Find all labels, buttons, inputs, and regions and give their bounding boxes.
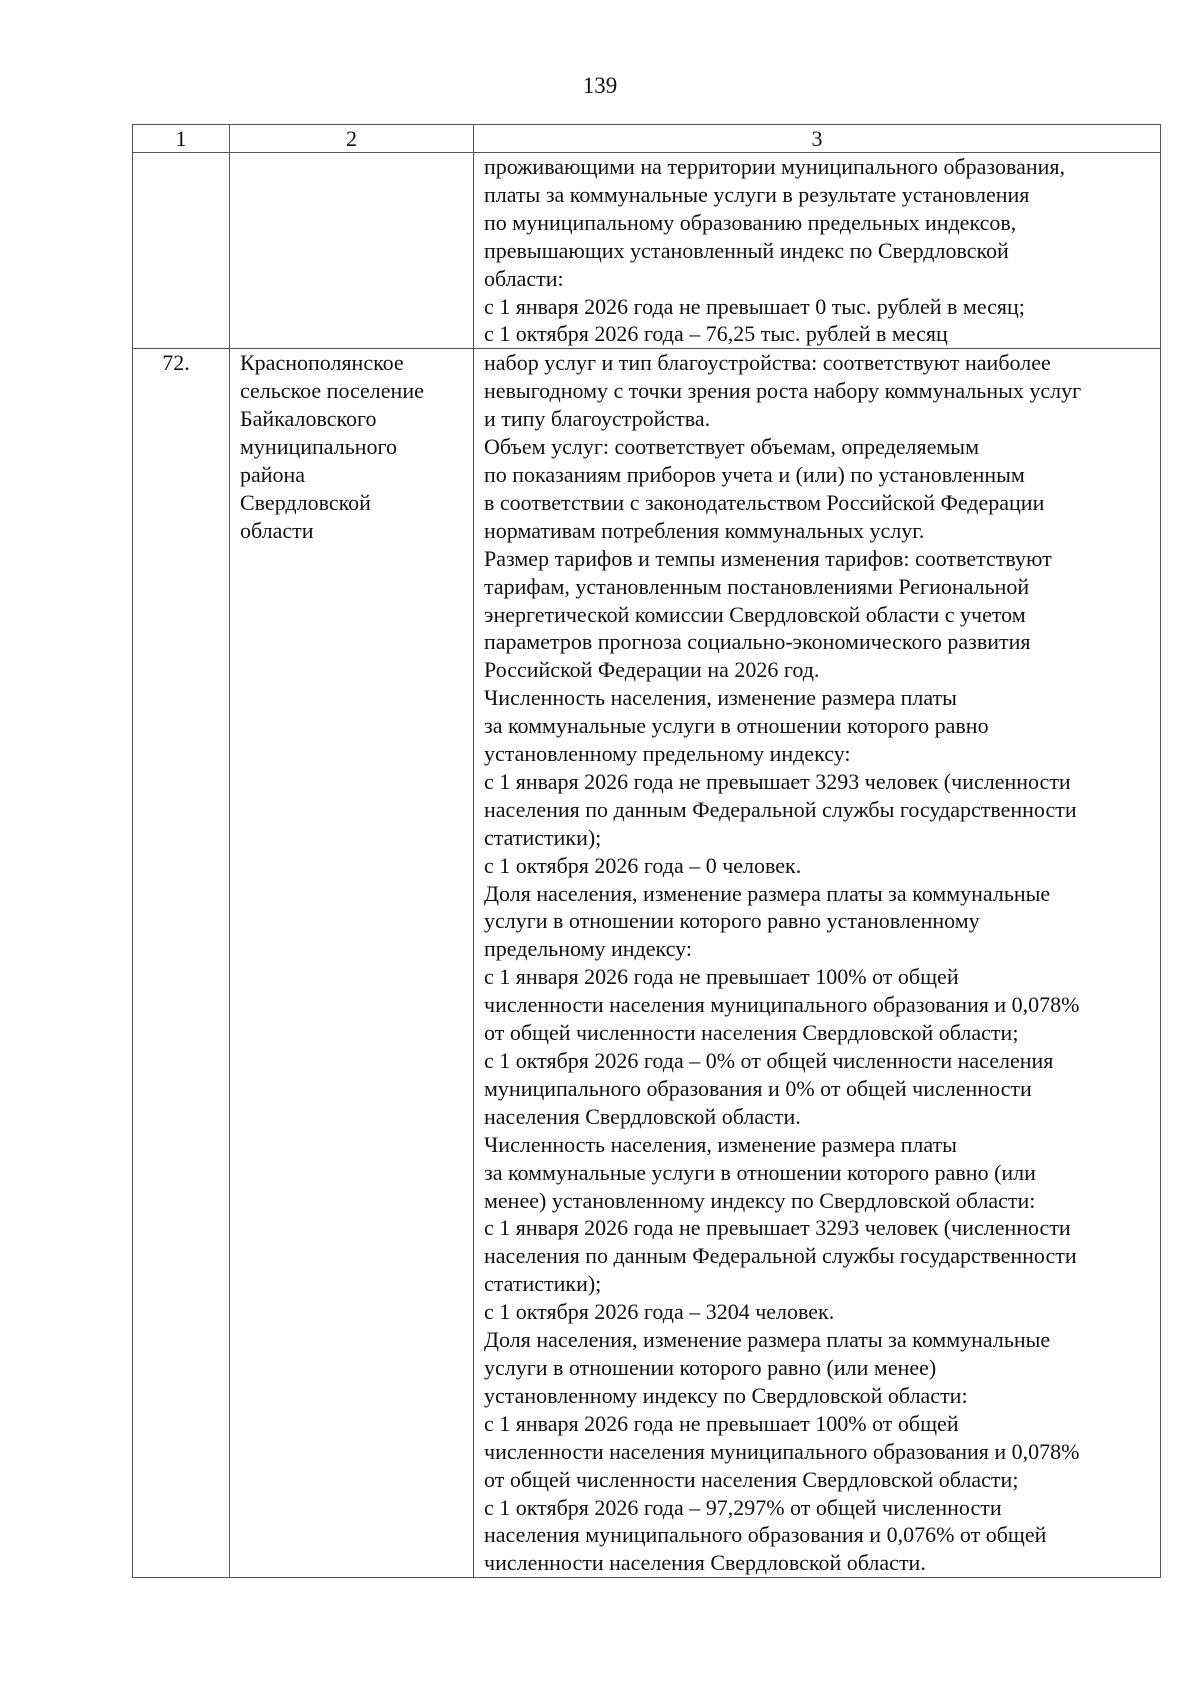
text-line: установленному индексу по Свердловской области: [484, 1382, 968, 1408]
text-line: по показаниям приборов учета и (или) по установленным [484, 461, 1025, 487]
text-line: набор услуг и тип благоустройства: соответствуют наиболее [484, 350, 1051, 376]
text-line: с 1 октября 2026 года – 97,297% от общей численности [484, 1494, 1002, 1520]
row-72-col-2 [230, 349, 474, 1578]
row-continued-col-2 [230, 153, 474, 349]
municipality-name [230, 349, 473, 544]
text-line: района [240, 461, 306, 487]
header-col-2: 2 [230, 125, 474, 153]
text-line: тарифам, установленным постановлениями Региональной [484, 573, 1030, 599]
text-line: от общей численности населения Свердловской области; [484, 1466, 1019, 1492]
row-continued-col-1 [133, 153, 230, 349]
row-72-description [474, 349, 1160, 1577]
text-line: муниципального [240, 434, 398, 460]
text-line: области: [484, 265, 564, 291]
text-line: менее) установленному индексу по Свердловской области: [484, 1187, 1036, 1213]
text-line: услуги в отношении которого равно (или менее) [484, 1354, 937, 1380]
page-number: 139 [582, 73, 618, 98]
row-72-col-1 [133, 349, 230, 1578]
header-col-3: 3 [474, 125, 1161, 153]
text-line: с 1 октября 2026 года – 3204 человек. [484, 1299, 835, 1325]
text-line: населения по данным Федеральной службы государственности [484, 796, 1077, 822]
text-line: Доля населения, изменение размера платы за коммунальные [484, 1327, 1051, 1353]
text-line: с 1 января 2026 года не превышает 100% от общей [484, 1410, 959, 1436]
text-line: Свердловской [240, 489, 371, 515]
text-line: с 1 января 2026 года не превышает 100% от общей [484, 964, 959, 990]
tariff-table [132, 124, 1161, 1578]
text-line: параметров прогноза социально-экономического развития [484, 629, 1031, 655]
text-line: и типу благоустройства. [484, 406, 711, 432]
text-line: с 1 октября 2026 года – 76,25 тыс. рублей в месяц [484, 321, 948, 347]
text-line: по муниципальному образованию предельных индексов, [484, 209, 1017, 235]
text-line: услуги в отношении которого равно установленному [484, 908, 980, 934]
text-line: численности населения муниципального образования и 0,078% [484, 992, 1080, 1018]
row-continued-text [474, 153, 1160, 348]
row-continued-col-3 [474, 153, 1161, 349]
text-line: Байкаловского [240, 406, 377, 432]
text-line: численности населения муниципального образования и 0,078% [484, 1438, 1080, 1464]
text-line: населения муниципального образования и 0,076% от общей [484, 1522, 1047, 1548]
text-line: Доля населения, изменение размера платы за коммунальные [484, 880, 1051, 906]
text-line: с 1 октября 2026 года – 0 человек. [484, 852, 802, 878]
text-line: численности населения Свердловской области. [484, 1550, 926, 1576]
text-line: предельному индексу: [484, 936, 692, 962]
text-line: энергетической комиссии Свердловской области с учетом [484, 601, 1026, 627]
text-line: с 1 октября 2026 года – 0% от общей численности населения [484, 1048, 1054, 1073]
text-line: невыгодному с точки зрения роста набору коммунальных услуг [484, 378, 1082, 404]
header-col-1: 1 [133, 125, 230, 153]
text-line: с 1 января 2026 года не превышает 3293 человек (численности [484, 768, 1071, 794]
text-line: населения Свердловской области. [484, 1103, 801, 1129]
text-line: с 1 января 2026 года не превышает 3293 человек (численности [484, 1215, 1071, 1241]
text-line: установленному предельному индексу: [484, 741, 851, 767]
text-line: Объем услуг: соответствует объемам, определяемым [484, 434, 980, 460]
text-line: проживающими на территории муниципального образования, [484, 154, 1066, 179]
text-line: в соответствии с законодательством Российской Федерации [484, 489, 1045, 515]
table-row-continued [133, 153, 1161, 349]
text-line: Численность населения, изменение размера платы [484, 1131, 957, 1157]
table-row-72 [133, 349, 1161, 1578]
text-line: области [240, 517, 314, 543]
text-line: за коммунальные услуги в отношении которого равно [484, 713, 989, 739]
text-line: статистики); [484, 824, 602, 850]
text-line: нормативам потребления коммунальных услуг. [484, 517, 925, 543]
text-line: с 1 января 2026 года не превышает 0 тыс. рублей в месяц; [484, 293, 1025, 319]
text-line: муниципального образования и 0% от общей численности [484, 1075, 1032, 1101]
text-line: Численность населения, изменение размера платы [484, 685, 957, 711]
row-72-col-3 [474, 349, 1161, 1578]
row-number: 72. [162, 350, 190, 376]
text-line: платы за коммунальные услуги в результате установления [484, 181, 1030, 207]
text-line: населения по данным Федеральной службы государственности [484, 1243, 1077, 1269]
text-line: статистики); [484, 1271, 602, 1297]
text-line: за коммунальные услуги в отношении которого равно (или [484, 1159, 1036, 1185]
text-line: превышающих установленный индекс по Свердловской [484, 237, 1009, 263]
text-line: Российской Федерации на 2026 год. [484, 657, 820, 683]
text-line: Размер тарифов и темпы изменения тарифов: соответствуют [484, 545, 1052, 571]
text-line: от общей численности населения Свердловской области; [484, 1020, 1019, 1046]
text-line: Краснополянское [240, 350, 404, 376]
header-row [133, 125, 1161, 153]
text-line: сельское поселение [240, 378, 424, 404]
